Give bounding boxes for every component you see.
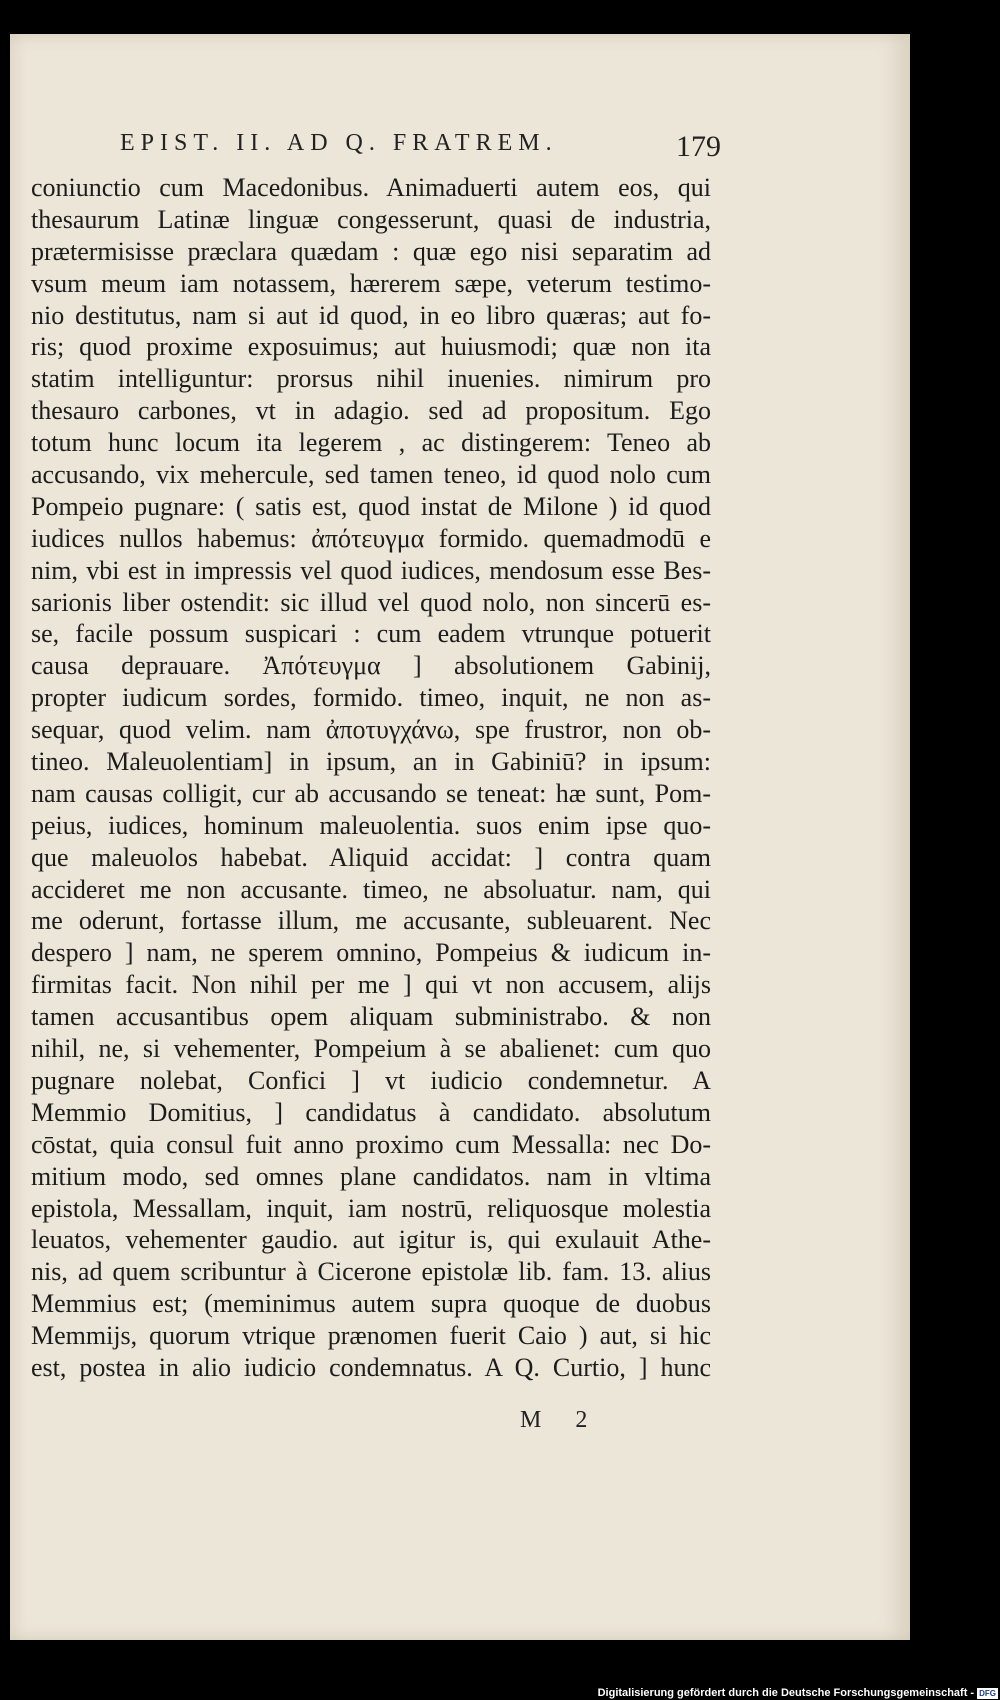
text-line: coniunctio cum Macedonibus. Animaduerti autem eos, qui	[31, 173, 711, 202]
text-line: causa deprauare. Ἀπότευγμα ] absolutionem Gabinij,	[31, 651, 711, 681]
text-line: thesauro carbones, vt in adagio. sed ad propositum. Ego	[31, 396, 711, 426]
text-line: Memmius est; (meminimus autem supra quoque de duobus	[31, 1289, 711, 1319]
text-line: nam causas colligit, cur ab accusando se teneat: hæ sunt, Pom-	[31, 778, 711, 808]
text-line: vsum meum iam notassem, hærerem sæpe, veterum testimo-	[31, 268, 711, 298]
text-line: despero ] nam, ne sperem omnino, Pompeius & iudicum in-	[31, 938, 711, 968]
signature-number: 2	[575, 1407, 588, 1433]
text-line: me oderunt, fortasse illum, me accusante, subleuarent. Nec	[31, 906, 711, 936]
body-text	[31, 172, 711, 1384]
text-line: sarionis liber ostendit: sic illud vel quod nolo, non sincerū es-	[31, 587, 711, 617]
text-line: mitium modo, sed omnes plane candidatos. nam in vltima	[31, 1161, 711, 1191]
text-line: nim, vbi est in impressis vel quod iudices, mendosum esse Bes-	[31, 555, 711, 585]
text-line: Pompeio pugnare: ( satis est, quod instat de Milone ) id quod	[31, 491, 711, 521]
text-line: tineo. Maleuolentiam] in ipsum, an in Gabiniū? in ipsum:	[31, 747, 711, 777]
footer-text: Digitalisierung gefördert durch die Deutsche Forschungsgemeinschaft -	[597, 1687, 975, 1699]
text-line: thesaurum Latinæ linguæ congesserunt, quasi de industria,	[31, 204, 711, 234]
text-line: nihil, ne, si vehementer, Pompeium à se abalienet: cum quo	[31, 1034, 711, 1064]
text-line: se, facile possum suspicari : cum eadem vtrunque potuerit	[31, 619, 711, 649]
text-line: totum hunc locum ita legerem , ac distingerem: Teneo ab	[31, 428, 711, 458]
text-line: pugnare nolebat, Confici ] vt iudicio condemnetur. A	[31, 1065, 711, 1095]
text-line: propter iudicum sordes, formido. timeo, inquit, ne non as-	[31, 683, 711, 713]
text-line: statim intelliguntur: prorsus nihil inuenies. nimirum pro	[31, 364, 711, 394]
text-line: accideret me non accusante. timeo, ne absoluatur. nam, qui	[31, 874, 711, 904]
running-head: EPIST. II. AD Q. FRATREM.	[120, 130, 558, 156]
text-line: tamen accusantibus opem aliquam subministrabo. & non	[31, 1002, 711, 1032]
page-header	[10, 130, 910, 164]
text-line: leuatos, vehementer gaudio. aut igitur is, qui exulauit Athe-	[31, 1225, 711, 1255]
text-line: Memmijs, quorum vtrique prænomen fuerit Caio ) aut, si hic	[31, 1321, 711, 1351]
text-line: ris; quod proxime exposuimus; aut huiusmodi; quæ non ita	[31, 332, 711, 362]
text-line: Memmio Domitius, ] candidatus à candidato. absolutum	[31, 1097, 711, 1127]
text-line: sequar, quod velim. nam ἀποτυγχάνω, spe frustror, non ob-	[31, 715, 711, 745]
text-line: est, postea in alio iudicio condemnatus. A Q. Curtio, ] hunc	[31, 1352, 711, 1382]
text-line: nis, ad quem scribuntur à Cicerone epistolæ lib. fam. 13. alius	[31, 1257, 711, 1287]
text-line: peius, iudices, hominum maleuolentia. suos enim ipse quo-	[31, 810, 711, 840]
text-line: iudices nullos habemus: ἀπότευγμα formido. quemadmodū e	[31, 523, 711, 553]
book-page	[10, 34, 910, 1640]
text-line: accusando, vix mehercule, sed tamen teneo, id quod nolo cum	[31, 460, 711, 490]
text-line: que maleuolos habebat. Aliquid accidat: ] contra quam	[31, 842, 711, 872]
text-line: epistola, Messallam, inquit, iam nostrū, reliquosque molestia	[31, 1193, 711, 1223]
page-number: 179	[676, 130, 721, 163]
signature-letter: M	[520, 1407, 542, 1433]
text-line: firmitas facit. Non nihil per me ] qui vt non accusem, alijs	[31, 970, 711, 1000]
dfg-logo-icon: DFG	[979, 1688, 996, 1698]
signature-mark	[520, 1407, 615, 1434]
text-line: prætermisisse præclara quædam : quæ ego nisi separatim ad	[31, 236, 711, 266]
digitization-footer	[598, 1687, 998, 1699]
text-line: nio destitutus, nam si aut id quod, in eo libro quæras; aut fo-	[31, 300, 711, 330]
text-line: cōstat, quia consul fuit anno proximo cum Messalla: nec Do-	[31, 1129, 711, 1159]
